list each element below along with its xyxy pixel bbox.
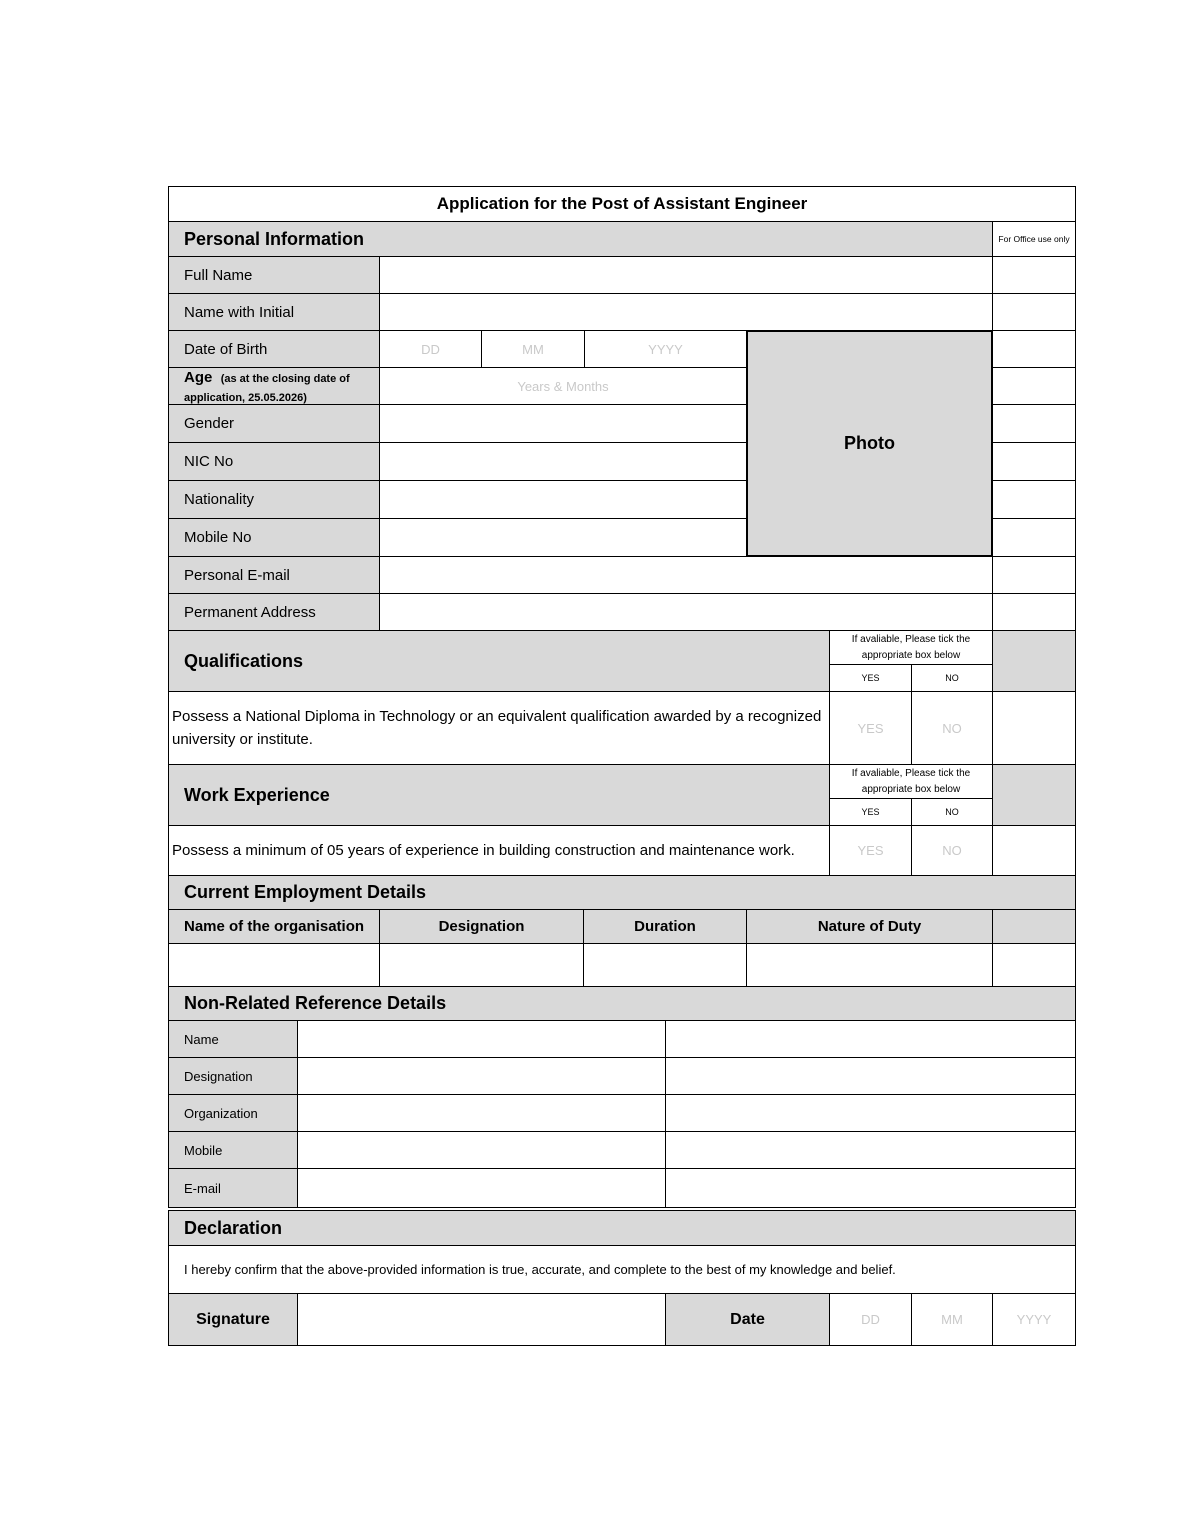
- nic-label: NIC No: [168, 442, 380, 481]
- reference-organization-label: Organization: [168, 1094, 298, 1132]
- employment-header: Current Employment Details: [168, 875, 1076, 910]
- qualification-yes-checkbox[interactable]: YES: [829, 691, 912, 765]
- full-name-input[interactable]: [379, 256, 993, 294]
- age-label-cell: [168, 367, 380, 405]
- reference1-organization-input[interactable]: [297, 1094, 666, 1132]
- nic-input[interactable]: [379, 442, 747, 481]
- employment-org-input[interactable]: [168, 943, 380, 987]
- reference1-mobile-input[interactable]: [297, 1131, 666, 1169]
- dob-year-input[interactable]: YYYY: [584, 330, 747, 368]
- address-label: Permanent Address: [168, 593, 380, 631]
- reference1-email-input[interactable]: [297, 1168, 666, 1208]
- gender-label: Gender: [168, 404, 380, 443]
- office-use-label: For Office use only: [992, 221, 1076, 257]
- reference1-name-input[interactable]: [297, 1020, 666, 1058]
- office-use-age: [992, 367, 1076, 405]
- dob-day-input[interactable]: DD: [379, 330, 482, 368]
- declaration-text: I hereby confirm that the above-provided information is true, accurate, and complete to the best of my knowledge and belief.: [168, 1245, 1076, 1294]
- nationality-label: Nationality: [168, 480, 380, 519]
- signature-input[interactable]: [297, 1293, 666, 1346]
- employment-col-duty: Nature of Duty: [746, 909, 993, 944]
- employment-col-designation: Designation: [379, 909, 584, 944]
- mobile-label: Mobile No: [168, 518, 380, 557]
- work-experience-header: Work Experience: [168, 764, 830, 826]
- employment-designation-input[interactable]: [379, 943, 584, 987]
- date-day-input[interactable]: DD: [829, 1293, 912, 1346]
- employment-duration-input[interactable]: [583, 943, 747, 987]
- age-label: Age: [184, 369, 213, 386]
- reference-email-label: E-mail: [168, 1168, 298, 1208]
- office-use-nationality: [992, 480, 1076, 519]
- qualification-office-use: [992, 691, 1076, 765]
- reference2-organization-input[interactable]: [665, 1094, 1076, 1132]
- reference1-designation-input[interactable]: [297, 1057, 666, 1095]
- reference2-email-input[interactable]: [665, 1168, 1076, 1208]
- qualifications-tick-note: If avaliable, Please tick the appropriate box below: [829, 630, 993, 665]
- qualifications-office-use: [992, 630, 1076, 692]
- work-tick-note: If avaliable, Please tick the appropriate box below: [829, 764, 993, 799]
- office-use-nic: [992, 442, 1076, 481]
- date-month-input[interactable]: MM: [911, 1293, 993, 1346]
- name-initial-label: Name with Initial: [168, 293, 380, 331]
- personal-info-header: Personal Information: [168, 221, 993, 257]
- employment-col-duration: Duration: [583, 909, 747, 944]
- dob-month-input[interactable]: MM: [481, 330, 585, 368]
- work-yes-checkbox[interactable]: YES: [829, 825, 912, 876]
- form-title: Application for the Post of Assistant Engineer: [168, 186, 1076, 222]
- work-office-use: [992, 764, 1076, 826]
- qualifications-no-header: NO: [911, 664, 993, 692]
- office-use-gender: [992, 404, 1076, 443]
- reference2-name-input[interactable]: [665, 1020, 1076, 1058]
- full-name-label: Full Name: [168, 256, 380, 294]
- work-requirement: Possess a minimum of 05 years of experience in building construction and maintenance work.: [168, 825, 830, 876]
- reference-designation-label: Designation: [168, 1057, 298, 1095]
- work-yes-header: YES: [829, 798, 912, 826]
- office-use-full-name: [992, 256, 1076, 294]
- office-use-dob: [992, 330, 1076, 368]
- declaration-header: Declaration: [168, 1210, 1076, 1246]
- employment-office-use: [992, 943, 1076, 987]
- employment-col-office: [992, 909, 1076, 944]
- reference2-designation-input[interactable]: [665, 1057, 1076, 1095]
- qualification-no-checkbox[interactable]: NO: [911, 691, 993, 765]
- qualification-requirement: Possess a National Diploma in Technology or an equivalent qualification awarded by a recognized university or institute.: [168, 691, 830, 765]
- address-input[interactable]: [379, 593, 993, 631]
- work-office-use-cell: [992, 825, 1076, 876]
- nationality-input[interactable]: [379, 480, 747, 519]
- reference-header: Non-Related Reference Details: [168, 986, 1076, 1021]
- office-use-address: [992, 593, 1076, 631]
- age-input[interactable]: Years & Months: [379, 367, 747, 405]
- office-use-email: [992, 556, 1076, 594]
- signature-label: Signature: [168, 1293, 298, 1346]
- gender-input[interactable]: [379, 404, 747, 443]
- qualifications-header: Qualifications: [168, 630, 830, 692]
- employment-col-org: Name of the organisation: [168, 909, 380, 944]
- reference-mobile-label: Mobile: [168, 1131, 298, 1169]
- office-use-mobile: [992, 518, 1076, 557]
- email-input[interactable]: [379, 556, 993, 594]
- date-label: Date: [665, 1293, 830, 1346]
- photo-box[interactable]: Photo: [746, 330, 993, 557]
- work-no-checkbox[interactable]: NO: [911, 825, 993, 876]
- name-initial-input[interactable]: [379, 293, 993, 331]
- dob-label: Date of Birth: [168, 330, 380, 368]
- office-use-name-initial: [992, 293, 1076, 331]
- work-no-header: NO: [911, 798, 993, 826]
- email-label: Personal E-mail: [168, 556, 380, 594]
- date-year-input[interactable]: YYYY: [992, 1293, 1076, 1346]
- employment-duty-input[interactable]: [746, 943, 993, 987]
- application-form: [169, 187, 1076, 1347]
- reference-name-label: Name: [168, 1020, 298, 1058]
- reference2-mobile-input[interactable]: [665, 1131, 1076, 1169]
- qualifications-yes-header: YES: [829, 664, 912, 692]
- mobile-input[interactable]: [379, 518, 747, 557]
- age-note: (as at the closing date of application, 25.05.2026): [184, 373, 350, 404]
